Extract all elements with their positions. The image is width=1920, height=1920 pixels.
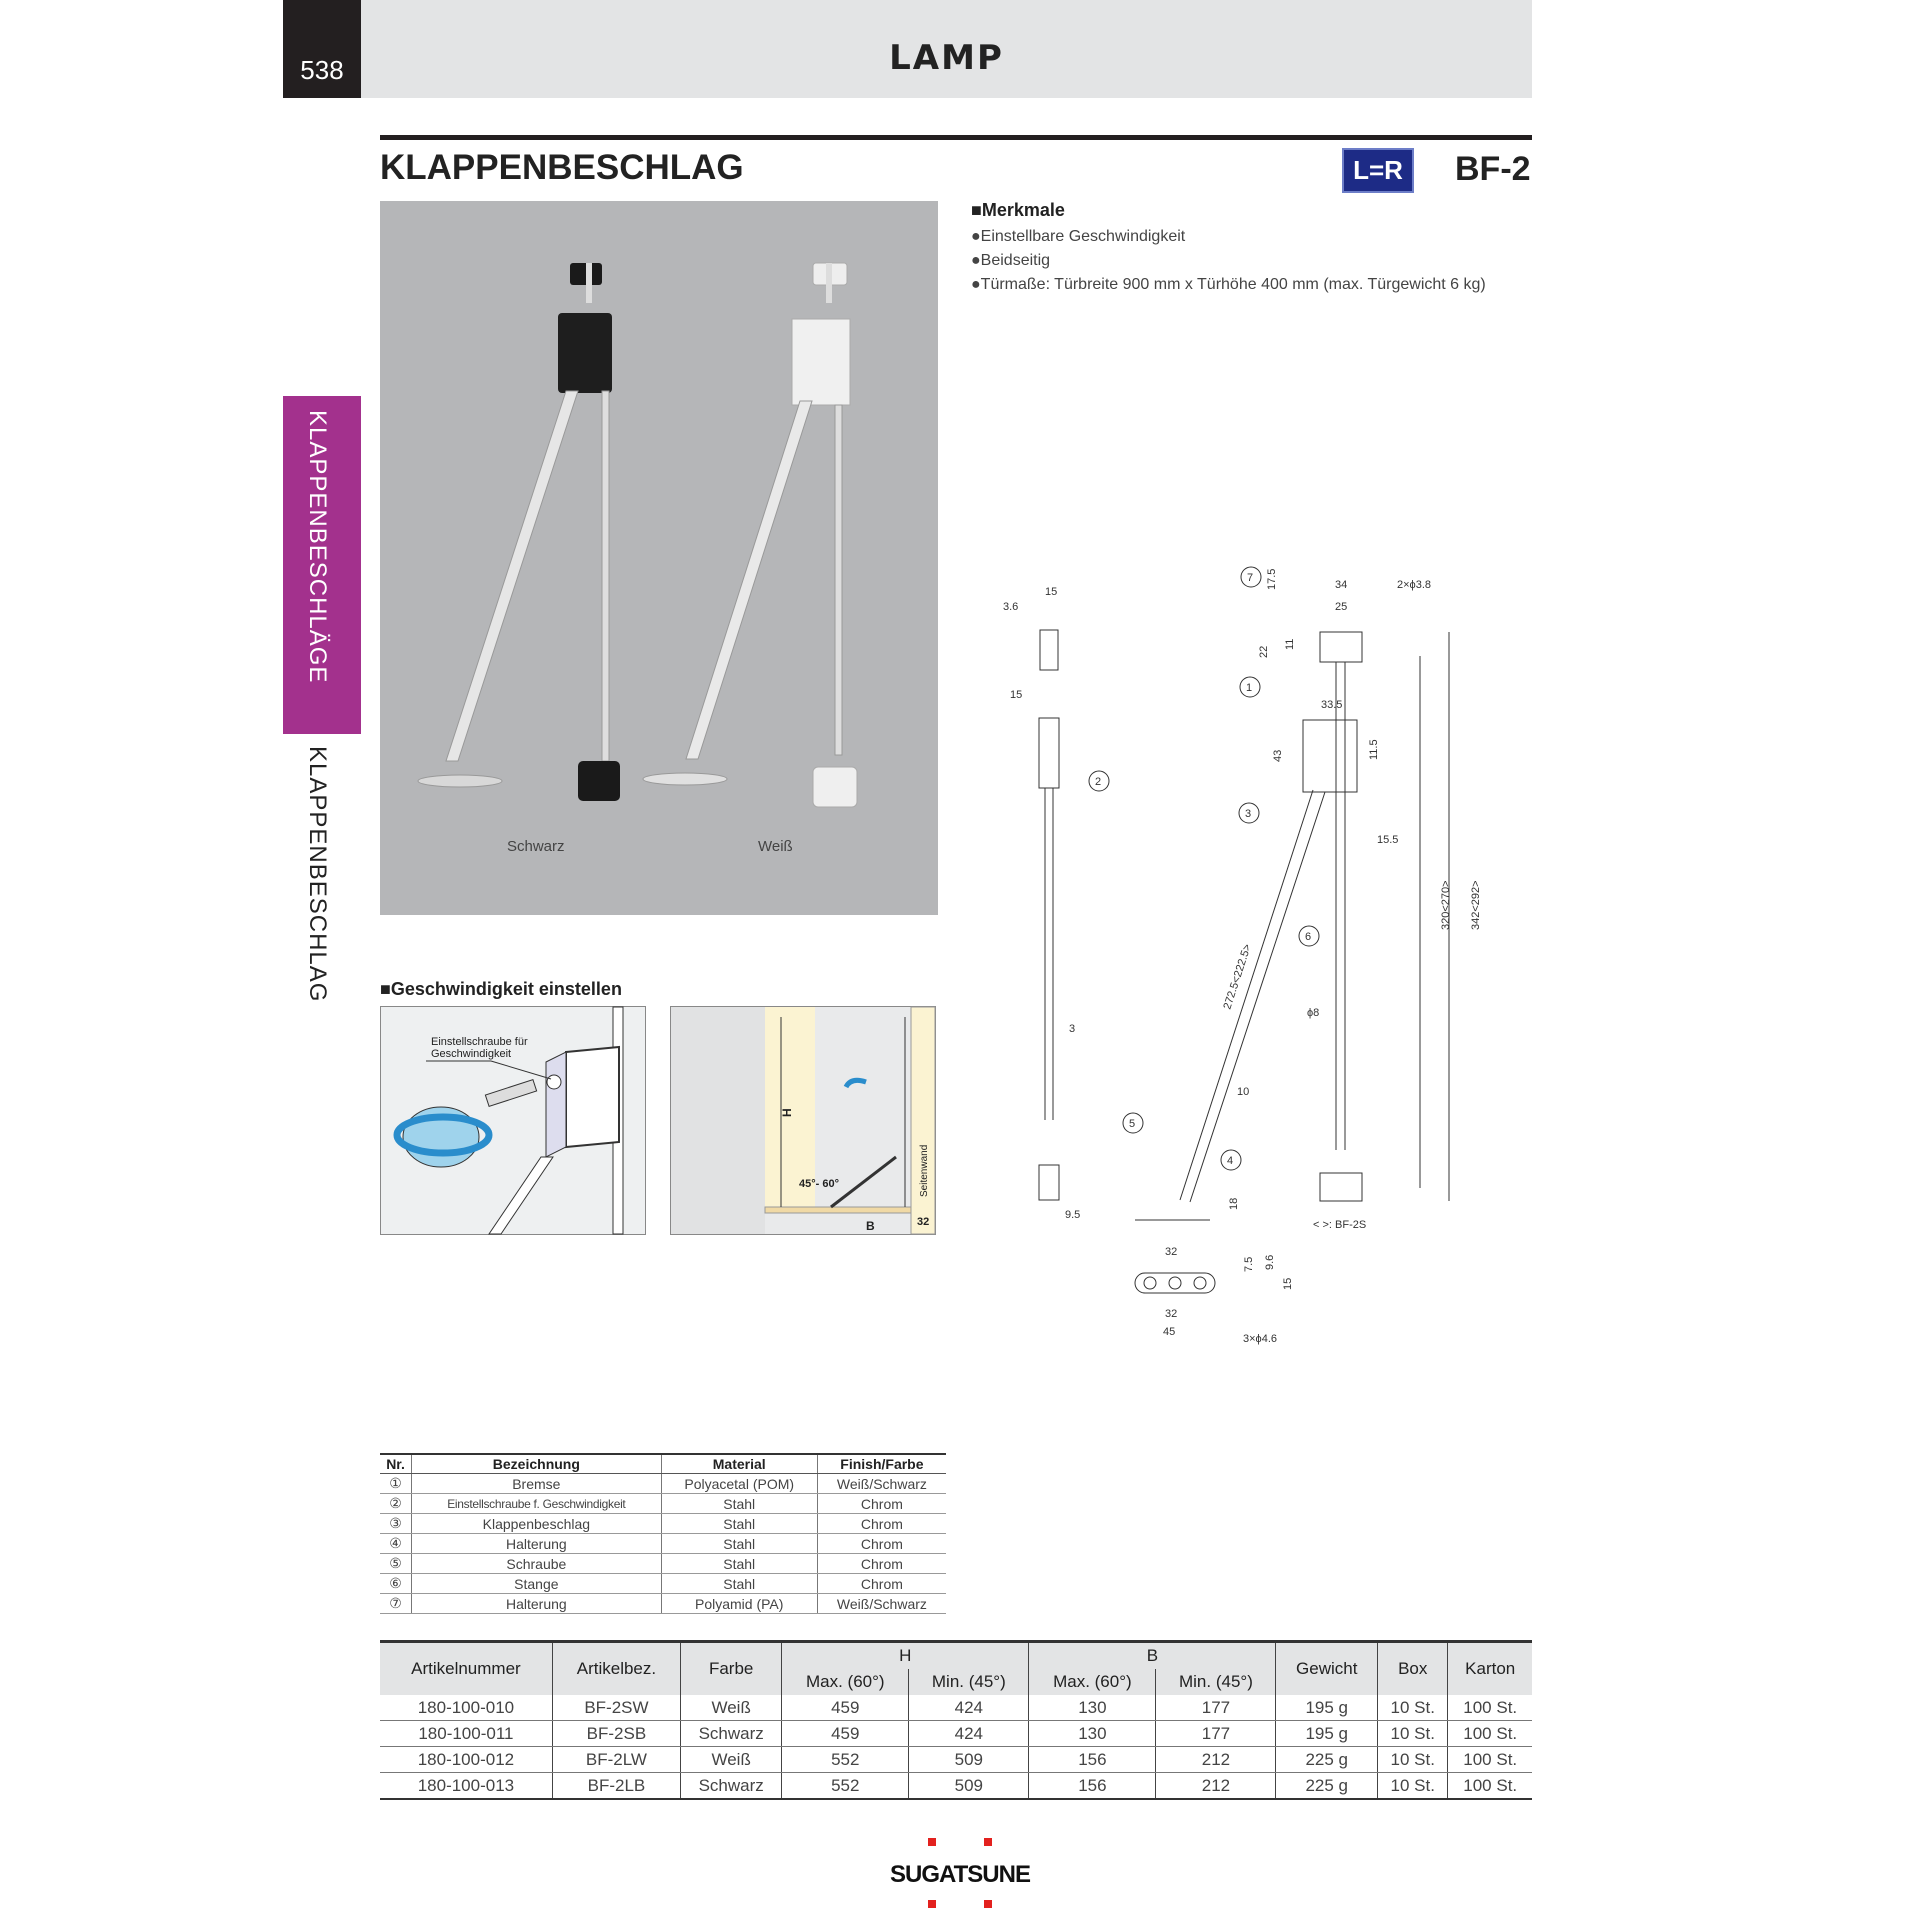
photo-label-white: Weiß (758, 838, 793, 855)
table-row (380, 1574, 946, 1594)
page-number: 538 (283, 0, 361, 98)
table-cell: 552 (782, 1773, 909, 1800)
drawing-note: < >: BF-2S (1313, 1219, 1367, 1231)
table-cell: Schwarz (681, 1721, 782, 1747)
table-cell: Halterung (412, 1534, 662, 1554)
dim-label: 3.6 (1003, 601, 1019, 613)
table-cell: ① (380, 1474, 412, 1494)
dim-label: 25 (1335, 601, 1348, 613)
dim-label: 3×ϕ4.6 (1243, 1333, 1277, 1345)
table-row (380, 1721, 1532, 1747)
col-h-max: Max. (60°) (782, 1669, 909, 1695)
dim-label: 45 (1163, 1326, 1176, 1338)
part-callout: 3 (1245, 808, 1252, 820)
part-callout: 7 (1247, 572, 1254, 584)
table-cell: 10 St. (1378, 1695, 1448, 1721)
opening-angle-illustration (670, 1006, 936, 1235)
dim-label: 18 (1228, 1197, 1240, 1210)
col-h: H (782, 1642, 1029, 1670)
table-row (380, 1534, 946, 1554)
parts-header-nr: Nr. (380, 1454, 412, 1474)
dim-label: 320<270> (1440, 880, 1452, 930)
dim-label: 272.5<222.5> (1221, 942, 1254, 1011)
col-b: B (1029, 1642, 1276, 1670)
part-callout: 4 (1227, 1155, 1234, 1167)
table-cell: Schraube (412, 1554, 662, 1574)
table-cell: Stange (412, 1574, 662, 1594)
title-rule (380, 135, 1532, 140)
table-row (380, 1494, 946, 1514)
table-cell: 459 (782, 1695, 909, 1721)
table-cell: Bremse (412, 1474, 662, 1494)
table-row (380, 1474, 946, 1494)
table-row (380, 1594, 946, 1614)
table-cell: 130 (1029, 1695, 1156, 1721)
table-cell: ⑥ (380, 1574, 412, 1594)
side-tab-label: KLAPPENBESCHLAG (304, 746, 331, 1003)
col-box: Box (1378, 1642, 1448, 1696)
table-cell: ⑦ (380, 1594, 412, 1614)
wall-label: Seitenwand (919, 1144, 930, 1197)
table-cell: Stahl (661, 1534, 817, 1554)
footer-logo-text: SUGATSUNE (890, 1861, 1030, 1888)
table-cell: Einstellschraube f. Geschwindigkeit (412, 1494, 662, 1514)
brand-logo: LAMP (889, 38, 1004, 78)
col-artbez: Artikelbez. (552, 1642, 680, 1696)
table-cell: Chrom (817, 1514, 946, 1534)
table-cell: Polyacetal (POM) (661, 1474, 817, 1494)
dim-label: 22 (1258, 645, 1270, 658)
photo-label-black: Schwarz (507, 838, 565, 855)
parts-header-material: Material (661, 1454, 817, 1474)
table-cell: 10 St. (1378, 1773, 1448, 1800)
table-cell: BF-2SW (552, 1695, 680, 1721)
height-label: H (780, 1108, 794, 1117)
table-cell: Halterung (412, 1594, 662, 1614)
sugatsune-logo (890, 1838, 1030, 1908)
table-cell: Chrom (817, 1554, 946, 1574)
part-callout: 6 (1305, 931, 1312, 943)
article-table (380, 1640, 1532, 1800)
table-cell: 509 (909, 1747, 1029, 1773)
col-h-min: Min. (45°) (909, 1669, 1029, 1695)
dim-label: 342<292> (1470, 880, 1482, 930)
table-row (380, 1773, 1532, 1800)
dim-label: 3 (1069, 1023, 1076, 1035)
col-gewicht: Gewicht (1276, 1642, 1378, 1696)
table-cell: 100 St. (1448, 1747, 1532, 1773)
table-cell: Stahl (661, 1574, 817, 1594)
table-cell: Chrom (817, 1534, 946, 1554)
black-stay-image (418, 263, 620, 801)
dim-label: 7.5 (1243, 1256, 1255, 1272)
dim-label: 2×ϕ3.8 (1397, 579, 1431, 591)
table-cell: Weiß (681, 1695, 782, 1721)
col-karton: Karton (1448, 1642, 1532, 1696)
table-cell: ⑤ (380, 1554, 412, 1574)
table-cell: Stahl (661, 1494, 817, 1514)
table-cell: Weiß/Schwarz (817, 1594, 946, 1614)
lr-badge: L=R (1342, 148, 1414, 193)
table-cell: ④ (380, 1534, 412, 1554)
parts-header-finish: Finish/Farbe (817, 1454, 946, 1474)
table-cell: 195 g (1276, 1721, 1378, 1747)
col-artnr: Artikelnummer (380, 1642, 552, 1696)
table-cell: 225 g (1276, 1747, 1378, 1773)
table-cell: Chrom (817, 1494, 946, 1514)
table-cell: 10 St. (1378, 1721, 1448, 1747)
col-b-min: Min. (45°) (1156, 1669, 1276, 1695)
table-cell: 180-100-010 (380, 1695, 552, 1721)
technical-drawing (985, 560, 1482, 1360)
table-cell: 10 St. (1378, 1747, 1448, 1773)
part-callout: 1 (1246, 682, 1253, 694)
table-cell: Stahl (661, 1554, 817, 1574)
table-cell: Schwarz (681, 1773, 782, 1800)
table-cell: 225 g (1276, 1773, 1378, 1800)
dim-label: 9.6 (1264, 1254, 1276, 1270)
white-stay-image (643, 263, 857, 807)
table-cell: 180-100-011 (380, 1721, 552, 1747)
dim-label: 10 (1237, 1086, 1250, 1098)
dim-label: 11.5 (1368, 739, 1380, 760)
table-cell: 509 (909, 1773, 1029, 1800)
speed-heading: ■Geschwindigkeit einstellen (380, 979, 622, 999)
table-cell: 130 (1029, 1721, 1156, 1747)
table-cell: 177 (1156, 1695, 1276, 1721)
dim-label: ϕ8 (1307, 1007, 1320, 1019)
table-cell: Stahl (661, 1514, 817, 1534)
dim-label: 15 (1045, 586, 1058, 598)
table-cell: 177 (1156, 1721, 1276, 1747)
table-cell: BF-2SB (552, 1721, 680, 1747)
features-heading: ■Merkmale (971, 200, 1065, 220)
table-cell: 195 g (1276, 1695, 1378, 1721)
table-cell: 100 St. (1448, 1773, 1532, 1800)
feature-item: ●Türmaße: Türbreite 900 mm x Türhöhe 400 mm (max. Türgewicht 6 kg) (971, 276, 1486, 293)
table-cell: BF-2LW (552, 1747, 680, 1773)
page-title: KLAPPENBESCHLAG (380, 148, 744, 187)
table-cell: 180-100-013 (380, 1773, 552, 1800)
table-cell: ③ (380, 1514, 412, 1534)
table-row (380, 1747, 1532, 1773)
table-cell: 180-100-012 (380, 1747, 552, 1773)
table-cell: Chrom (817, 1574, 946, 1594)
table-row (380, 1695, 1532, 1721)
table-cell: Weiß/Schwarz (817, 1474, 946, 1494)
parts-table (380, 1453, 946, 1614)
dim-label: 32 (1165, 1308, 1178, 1320)
b-label: B (866, 1219, 875, 1233)
dim-label: 9.5 (1065, 1209, 1081, 1221)
dim-label: 11 (1284, 638, 1296, 650)
dim-label: 15 (1282, 1277, 1294, 1290)
table-cell: Polyamid (PA) (661, 1594, 817, 1614)
table-cell: 424 (909, 1721, 1029, 1747)
col-farbe: Farbe (681, 1642, 782, 1696)
table-cell: ② (380, 1494, 412, 1514)
model-number: BF-2 (1455, 150, 1531, 188)
screw-label-1: Einstellschraube für (431, 1036, 528, 1048)
table-cell: Klappenbeschlag (412, 1514, 662, 1534)
dim-label: 43 (1272, 749, 1284, 762)
table-cell: 156 (1029, 1747, 1156, 1773)
dim-label: 15 (1010, 689, 1023, 701)
screw-label-2: Geschwindigkeit (431, 1048, 512, 1060)
table-cell: 156 (1029, 1773, 1156, 1800)
table-row (380, 1514, 946, 1534)
table-cell: Weiß (681, 1747, 782, 1773)
table-cell: 100 St. (1448, 1721, 1532, 1747)
parts-header-name: Bezeichnung (412, 1454, 662, 1474)
table-cell: 100 St. (1448, 1695, 1532, 1721)
col-b-max: Max. (60°) (1029, 1669, 1156, 1695)
dim-label: 33.5 (1321, 699, 1343, 711)
dim-label: 34 (1335, 579, 1348, 591)
feature-item: ●Einstellbare Geschwindigkeit (971, 228, 1186, 245)
angle-label: 45°- 60° (799, 1178, 839, 1190)
dim-label: 15.5 (1377, 834, 1399, 846)
part-callout: 2 (1095, 776, 1102, 788)
table-row (380, 1554, 946, 1574)
side-tab-active-label: KLAPPENBESCHLÄGE (304, 410, 331, 684)
table-cell: BF-2LB (552, 1773, 680, 1800)
screwdriver-illustration (380, 1006, 646, 1235)
table-cell: 212 (1156, 1773, 1276, 1800)
table-cell: 459 (782, 1721, 909, 1747)
table-cell: 212 (1156, 1747, 1276, 1773)
dim-label: 32 (1165, 1246, 1178, 1258)
table-cell: 424 (909, 1695, 1029, 1721)
part-callout: 5 (1129, 1118, 1136, 1130)
dim-32-label: 32 (917, 1216, 930, 1228)
feature-item: ●Beidseitig (971, 252, 1051, 269)
dim-label: 17.5 (1266, 568, 1278, 590)
table-cell: 552 (782, 1747, 909, 1773)
product-photo (380, 201, 938, 915)
